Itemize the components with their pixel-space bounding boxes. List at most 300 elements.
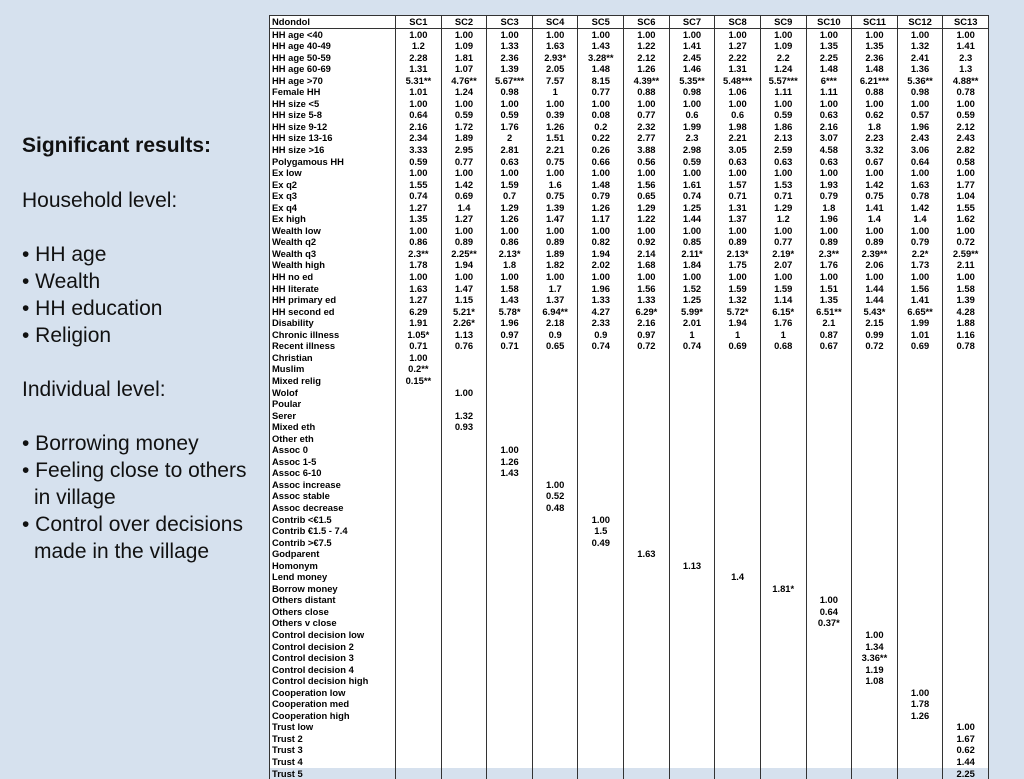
row-label-cell: HH age >70 [270, 75, 396, 87]
value-cell [578, 560, 624, 572]
value-cell [487, 352, 533, 364]
value-cell [578, 571, 624, 583]
table-row [270, 421, 989, 433]
value-cell [624, 537, 670, 549]
value-cell [624, 687, 670, 699]
value-cell [943, 675, 989, 687]
value-cell [897, 363, 943, 375]
value-cell [532, 733, 578, 745]
value-cell [806, 629, 852, 641]
value-cell [532, 444, 578, 456]
value-cell: 1.00 [897, 225, 943, 237]
odds-ratio-table [269, 15, 989, 779]
value-cell: 1.24 [760, 63, 806, 75]
value-cell: 1.00 [669, 271, 715, 283]
row-label-cell: Trust 2 [270, 733, 396, 745]
row-label-cell: Contrib >€7.5 [270, 537, 396, 549]
value-cell [487, 525, 533, 537]
value-cell: 2.2 [760, 52, 806, 64]
value-cell: 0.79 [578, 190, 624, 202]
value-cell: 1.00 [441, 387, 487, 399]
row-label-cell: Control decision low [270, 629, 396, 641]
value-cell: 1.00 [396, 167, 442, 179]
significant-results-heading: Significant results: [22, 134, 212, 157]
value-cell [578, 768, 624, 779]
value-cell: 1.31 [396, 63, 442, 75]
value-cell: 1.98 [715, 121, 761, 133]
table-row [270, 121, 989, 133]
value-cell: 0.56 [624, 156, 670, 168]
value-cell: 1.43 [487, 467, 533, 479]
value-cell [852, 571, 898, 583]
bullet-item: • Wealth [22, 270, 101, 293]
header-cell: SC8 [715, 16, 761, 29]
value-cell: 0.86 [396, 236, 442, 248]
value-cell: 1.00 [624, 28, 670, 40]
value-cell: 0.65 [624, 190, 670, 202]
value-cell: 1.6 [532, 179, 578, 191]
value-cell: 1.2 [760, 213, 806, 225]
value-cell [487, 664, 533, 676]
row-label-cell: Others distant [270, 594, 396, 606]
table-row [270, 433, 989, 445]
value-cell: 2.01 [669, 317, 715, 329]
value-cell: 4.27 [578, 306, 624, 318]
value-cell [532, 467, 578, 479]
value-cell: 2.59** [943, 248, 989, 260]
value-cell: 1.39 [943, 294, 989, 306]
table-row [270, 225, 989, 237]
value-cell [532, 560, 578, 572]
value-cell: 0.59 [487, 109, 533, 121]
value-cell: 0.77 [578, 86, 624, 98]
value-cell: 0.71 [487, 340, 533, 352]
table-row [270, 617, 989, 629]
table-row [270, 641, 989, 653]
value-cell: 1.99 [897, 317, 943, 329]
value-cell [624, 514, 670, 526]
value-cell [715, 490, 761, 502]
value-cell [852, 375, 898, 387]
value-cell [396, 421, 442, 433]
value-cell [943, 525, 989, 537]
value-cell [806, 363, 852, 375]
value-cell: 1.76 [487, 121, 533, 133]
value-cell: 2.21 [715, 132, 761, 144]
value-cell: 1.63 [624, 548, 670, 560]
value-cell [441, 664, 487, 676]
value-cell [852, 537, 898, 549]
value-cell: 1.00 [669, 28, 715, 40]
value-cell [487, 756, 533, 768]
value-cell: 8.15 [578, 75, 624, 87]
value-cell: 1.78 [396, 259, 442, 271]
value-cell [441, 548, 487, 560]
value-cell: 2.36 [487, 52, 533, 64]
value-cell: 1.00 [669, 98, 715, 110]
value-cell [396, 571, 442, 583]
row-label-cell: Ex high [270, 213, 396, 225]
value-cell [578, 490, 624, 502]
value-cell [715, 479, 761, 491]
value-cell [441, 537, 487, 549]
value-cell [760, 617, 806, 629]
value-cell [669, 698, 715, 710]
value-cell [487, 583, 533, 595]
value-cell: 0.79 [897, 236, 943, 248]
value-cell: 6.51** [806, 306, 852, 318]
value-cell [578, 721, 624, 733]
value-cell [396, 467, 442, 479]
row-label-cell: Serer [270, 410, 396, 422]
value-cell: 1.46 [669, 63, 715, 75]
header-label-cell: Ndondol [270, 16, 396, 29]
value-cell [441, 571, 487, 583]
table-row [270, 664, 989, 676]
value-cell [624, 387, 670, 399]
value-cell [578, 387, 624, 399]
value-cell: 0.59 [760, 109, 806, 121]
value-cell [669, 421, 715, 433]
value-cell [897, 502, 943, 514]
value-cell: 1.62 [943, 213, 989, 225]
value-cell [897, 444, 943, 456]
value-cell [760, 421, 806, 433]
value-cell [487, 606, 533, 618]
value-cell [852, 479, 898, 491]
value-cell: 0.6 [715, 109, 761, 121]
value-cell: 0.98 [487, 86, 533, 98]
value-cell [715, 421, 761, 433]
value-cell [760, 490, 806, 502]
value-cell: 1.00 [669, 225, 715, 237]
value-cell: 0.69 [897, 340, 943, 352]
value-cell [760, 675, 806, 687]
value-cell: 1.67 [943, 733, 989, 745]
value-cell [715, 456, 761, 468]
value-cell [532, 433, 578, 445]
value-cell: 0.62 [943, 744, 989, 756]
value-cell: 1.00 [943, 271, 989, 283]
value-cell [897, 525, 943, 537]
table-row [270, 571, 989, 583]
value-cell: 0.58 [943, 156, 989, 168]
value-cell [578, 594, 624, 606]
value-cell [624, 375, 670, 387]
value-cell: 1.14 [760, 294, 806, 306]
value-cell [441, 698, 487, 710]
value-cell [943, 629, 989, 641]
value-cell [396, 687, 442, 699]
header-cell: SC11 [852, 16, 898, 29]
table-row [270, 363, 989, 375]
value-cell: 1.68 [624, 259, 670, 271]
value-cell [669, 733, 715, 745]
value-cell [441, 525, 487, 537]
value-cell: 2.25** [441, 248, 487, 260]
value-cell [852, 352, 898, 364]
value-cell [487, 421, 533, 433]
value-cell [806, 502, 852, 514]
value-cell [487, 363, 533, 375]
value-cell [624, 467, 670, 479]
value-cell: 2.12 [624, 52, 670, 64]
value-cell: 2.39** [852, 248, 898, 260]
value-cell [760, 467, 806, 479]
value-cell [624, 710, 670, 722]
value-cell: 0.68 [760, 340, 806, 352]
value-cell [669, 467, 715, 479]
table-row [270, 710, 989, 722]
value-cell: 1.37 [715, 213, 761, 225]
value-cell [760, 375, 806, 387]
value-cell [669, 641, 715, 653]
value-cell [669, 502, 715, 514]
value-cell [441, 744, 487, 756]
table-row [270, 583, 989, 595]
value-cell: 2.16 [806, 121, 852, 133]
value-cell: 1.44 [943, 756, 989, 768]
value-cell: 2.19* [760, 248, 806, 260]
value-cell [396, 583, 442, 595]
table-row [270, 167, 989, 179]
value-cell: 0.74 [669, 340, 715, 352]
value-cell: 1.78 [897, 698, 943, 710]
value-cell [943, 583, 989, 595]
row-label-cell: Ex q2 [270, 179, 396, 191]
row-label-cell: Muslim [270, 363, 396, 375]
value-cell: 1.29 [487, 202, 533, 214]
value-cell [487, 594, 533, 606]
value-cell [852, 560, 898, 572]
table-row [270, 294, 989, 306]
value-cell: 2.43 [943, 132, 989, 144]
value-cell [943, 502, 989, 514]
value-cell [715, 617, 761, 629]
value-cell: 1.75 [715, 259, 761, 271]
value-cell [624, 606, 670, 618]
value-cell [897, 387, 943, 399]
value-cell [532, 675, 578, 687]
value-cell: 0.86 [487, 236, 533, 248]
value-cell [578, 606, 624, 618]
row-label-cell: Wealth q2 [270, 236, 396, 248]
value-cell [897, 744, 943, 756]
row-label-cell: Cooperation low [270, 687, 396, 699]
value-cell [897, 733, 943, 745]
value-cell: 1.25 [669, 202, 715, 214]
value-cell: 1.94 [715, 317, 761, 329]
value-cell [715, 583, 761, 595]
value-cell: 1.88 [943, 317, 989, 329]
row-label-cell: Control decision 2 [270, 641, 396, 653]
value-cell: 1.47 [441, 283, 487, 295]
value-cell: 1.35 [806, 294, 852, 306]
value-cell [943, 352, 989, 364]
value-cell: 1 [715, 329, 761, 341]
value-cell [715, 641, 761, 653]
value-cell: 1.26 [487, 213, 533, 225]
value-cell: 1.84 [669, 259, 715, 271]
row-label-cell: Christian [270, 352, 396, 364]
value-cell [669, 629, 715, 641]
value-cell [624, 583, 670, 595]
value-cell [487, 617, 533, 629]
value-cell: 1.00 [487, 98, 533, 110]
value-cell [396, 768, 442, 779]
summary-panel [22, 132, 262, 592]
value-cell [669, 433, 715, 445]
header-cell: SC4 [532, 16, 578, 29]
value-cell [487, 710, 533, 722]
value-cell: 6.29 [396, 306, 442, 318]
value-cell: 4.28 [943, 306, 989, 318]
value-cell: 0.6 [669, 109, 715, 121]
value-cell: 0.65 [532, 340, 578, 352]
value-cell: 0.63 [806, 109, 852, 121]
value-cell [532, 387, 578, 399]
value-cell: 1.00 [487, 444, 533, 456]
value-cell: 1.00 [624, 98, 670, 110]
value-cell: 1 [532, 86, 578, 98]
value-cell [852, 768, 898, 779]
value-cell: 2.07 [760, 259, 806, 271]
row-label-cell: Cooperation high [270, 710, 396, 722]
value-cell [760, 456, 806, 468]
value-cell: 2.3** [396, 248, 442, 260]
value-cell: 0.67 [806, 340, 852, 352]
value-cell [624, 617, 670, 629]
value-cell: 0.08 [578, 109, 624, 121]
value-cell [715, 687, 761, 699]
value-cell [441, 456, 487, 468]
value-cell [943, 514, 989, 526]
value-cell: 1.57 [715, 179, 761, 191]
value-cell [578, 756, 624, 768]
value-cell [441, 710, 487, 722]
value-cell [806, 479, 852, 491]
row-label-cell: Chronic illness [270, 329, 396, 341]
value-cell [943, 398, 989, 410]
value-cell: 0.98 [669, 86, 715, 98]
value-cell: 1.26 [532, 121, 578, 133]
value-cell [578, 433, 624, 445]
value-cell [943, 363, 989, 375]
value-cell [943, 375, 989, 387]
value-cell [806, 687, 852, 699]
value-cell: 1.41 [943, 40, 989, 52]
value-cell [624, 721, 670, 733]
value-cell: 1.51 [806, 283, 852, 295]
value-cell: 0.89 [532, 236, 578, 248]
value-cell: 1.00 [852, 225, 898, 237]
value-cell: 0.92 [624, 236, 670, 248]
value-cell [806, 548, 852, 560]
value-cell [669, 756, 715, 768]
value-cell: 0.77 [441, 156, 487, 168]
value-cell [897, 456, 943, 468]
value-cell: 1.32 [441, 410, 487, 422]
value-cell: 1.48 [806, 63, 852, 75]
value-cell: 1.33 [487, 40, 533, 52]
value-cell [715, 606, 761, 618]
value-cell: 1.81 [441, 52, 487, 64]
value-cell [487, 733, 533, 745]
value-cell: 1.53 [760, 179, 806, 191]
value-cell: 1.96 [578, 283, 624, 295]
table-row [270, 40, 989, 52]
table-row [270, 156, 989, 168]
value-cell [396, 641, 442, 653]
value-cell: 1.00 [852, 271, 898, 283]
value-cell: 1.81* [760, 583, 806, 595]
value-cell [532, 398, 578, 410]
value-cell: 2.2* [897, 248, 943, 260]
value-cell [715, 733, 761, 745]
value-cell: 1.13 [669, 560, 715, 572]
value-cell: 5.31** [396, 75, 442, 87]
value-cell [760, 641, 806, 653]
value-cell [806, 744, 852, 756]
value-cell: 1.32 [715, 294, 761, 306]
value-cell: 2.59 [760, 144, 806, 156]
value-cell [897, 652, 943, 664]
value-cell [532, 768, 578, 779]
value-cell: 1.00 [532, 225, 578, 237]
value-cell [487, 652, 533, 664]
value-cell: 0.87 [806, 329, 852, 341]
value-cell [669, 583, 715, 595]
value-cell: 2.3 [669, 132, 715, 144]
table-row [270, 548, 989, 560]
value-cell [532, 537, 578, 549]
value-cell [624, 398, 670, 410]
value-cell: 1.00 [943, 98, 989, 110]
value-cell [760, 537, 806, 549]
value-cell: 0.64 [806, 606, 852, 618]
value-cell [624, 768, 670, 779]
value-cell: 1.00 [806, 98, 852, 110]
value-cell [715, 756, 761, 768]
value-cell: 2.11 [943, 259, 989, 271]
value-cell: 1.31 [715, 63, 761, 75]
value-cell [624, 560, 670, 572]
value-cell [669, 514, 715, 526]
value-cell [487, 502, 533, 514]
value-cell [624, 433, 670, 445]
value-cell: 1.42 [441, 179, 487, 191]
value-cell: 3.07 [806, 132, 852, 144]
value-cell: 1.96 [806, 213, 852, 225]
value-cell: 1.93 [806, 179, 852, 191]
value-cell: 1.34 [852, 641, 898, 653]
value-cell: 0.78 [943, 86, 989, 98]
row-label-cell: Poular [270, 398, 396, 410]
table-row [270, 606, 989, 618]
table-row [270, 179, 989, 191]
bullet-item: • Borrowing money [22, 432, 199, 455]
value-cell: 1.19 [852, 664, 898, 676]
row-label-cell: HH literate [270, 283, 396, 295]
bullet-item: • Control over decisions made in the village [22, 513, 243, 563]
value-cell [396, 502, 442, 514]
value-cell [806, 756, 852, 768]
value-cell [897, 560, 943, 572]
value-cell [487, 479, 533, 491]
value-cell [806, 444, 852, 456]
value-cell: 1.63 [532, 40, 578, 52]
value-cell: 0.71 [760, 190, 806, 202]
